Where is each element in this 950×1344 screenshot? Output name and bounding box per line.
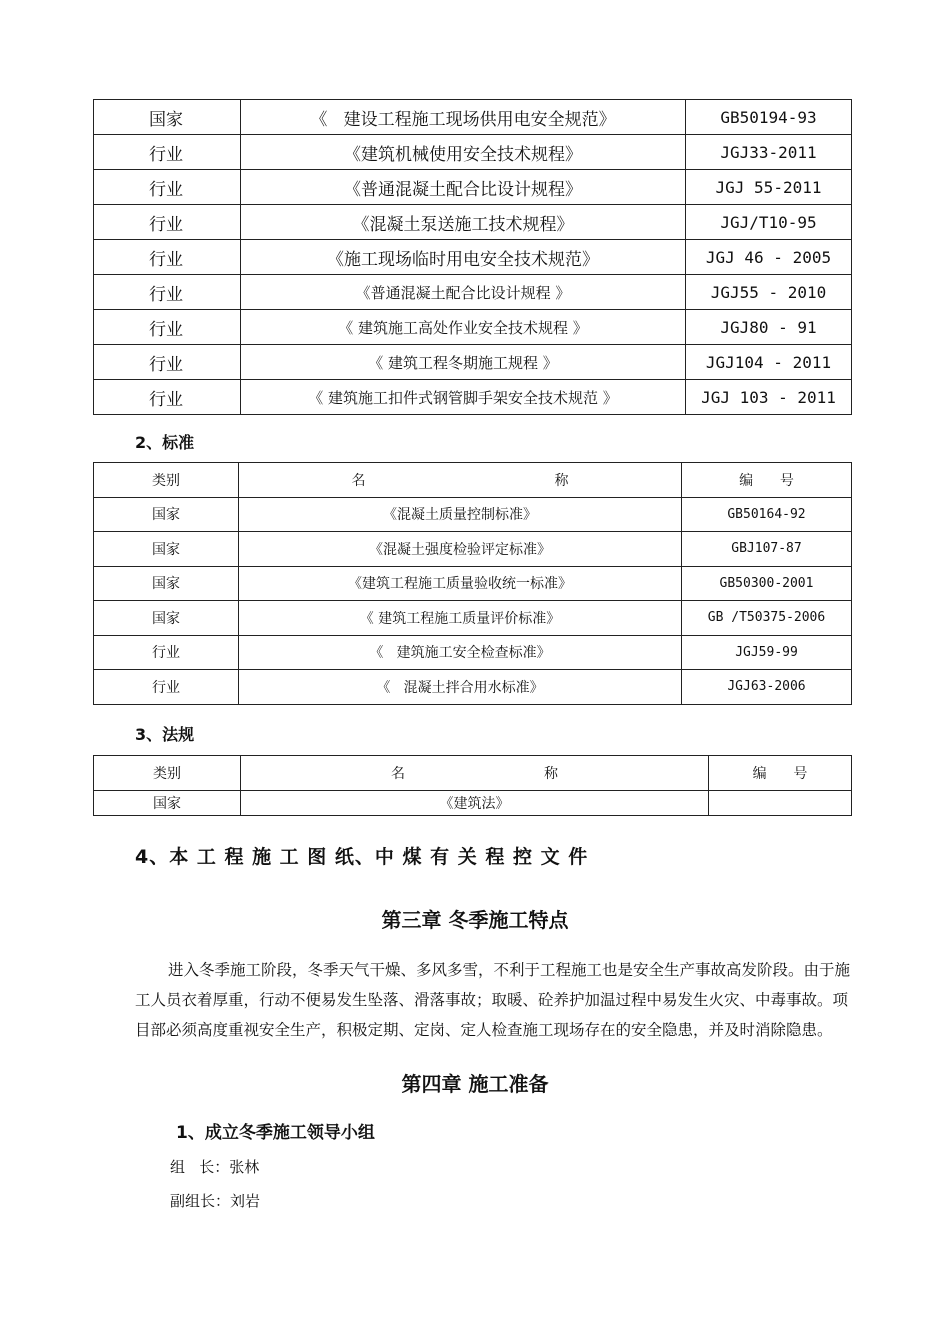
row-name: 《施工现场临时用电安全技术规范》 bbox=[241, 240, 686, 275]
row-code: JGJ80 - 91 bbox=[686, 310, 852, 345]
row-name: 《 建筑工程冬期施工规程 》 bbox=[241, 345, 686, 380]
row-code: JGJ63-2006 bbox=[682, 670, 852, 705]
row-name: 《 混凝土拌合用水标准》 bbox=[239, 670, 682, 705]
regulations-table-body bbox=[94, 100, 852, 415]
row-name: 《混凝土泵送施工技术规程》 bbox=[241, 205, 686, 240]
row-category: 国家 bbox=[94, 791, 241, 816]
row-code: JGJ 103 - 2011 bbox=[686, 380, 852, 415]
row-name: 《 建筑工程施工质量评价标准》 bbox=[239, 601, 682, 636]
row-name: 《 建筑施工扣件式钢管脚手架安全技术规范 》 bbox=[241, 380, 686, 415]
section-3-title: 3、法规 bbox=[135, 725, 195, 744]
row-code: JGJ 55-2011 bbox=[686, 170, 852, 205]
row-code: GB /T50375-2006 bbox=[682, 601, 852, 636]
row-name: 《 建筑施工高处作业安全技术规程 》 bbox=[241, 310, 686, 345]
table-row bbox=[94, 601, 852, 636]
header-category: 类别 bbox=[94, 756, 241, 791]
standards-table bbox=[93, 462, 852, 705]
table-row bbox=[94, 566, 852, 601]
header-name-right: 称 bbox=[543, 766, 558, 782]
leader-line: 组 长：张林 bbox=[170, 1158, 260, 1176]
row-name: 《混凝土质量控制标准》 bbox=[239, 497, 682, 532]
table-row bbox=[94, 497, 852, 532]
row-category: 行业 bbox=[94, 170, 241, 205]
row-code: GB50194-93 bbox=[686, 100, 852, 135]
row-name: 《建筑法》 bbox=[241, 791, 709, 816]
row-code bbox=[709, 791, 852, 816]
row-category: 行业 bbox=[94, 635, 239, 670]
table-row bbox=[94, 635, 852, 670]
row-name: 《建筑工程施工质量验收统一标准》 bbox=[239, 566, 682, 601]
table-row bbox=[94, 205, 852, 240]
header-name bbox=[239, 463, 682, 498]
table-row bbox=[94, 670, 852, 705]
row-code: GB50164-92 bbox=[682, 497, 852, 532]
regulations-table bbox=[93, 99, 852, 415]
row-code: JGJ59-99 bbox=[682, 635, 852, 670]
row-code: JGJ104 - 2011 bbox=[686, 345, 852, 380]
row-category: 国家 bbox=[94, 100, 241, 135]
row-name: 《普通混凝土配合比设计规程》 bbox=[241, 170, 686, 205]
table-row bbox=[94, 170, 852, 205]
row-code: JGJ55 - 2010 bbox=[686, 275, 852, 310]
row-code: JGJ33-2011 bbox=[686, 135, 852, 170]
row-category: 行业 bbox=[94, 670, 239, 705]
row-category: 行业 bbox=[94, 205, 241, 240]
table-row bbox=[94, 275, 852, 310]
header-name-right: 称 bbox=[554, 472, 569, 489]
table-row bbox=[94, 345, 852, 380]
row-category: 行业 bbox=[94, 275, 241, 310]
table-row bbox=[94, 240, 852, 275]
subsection-title: 1、成立冬季施工领导小组 bbox=[176, 1123, 375, 1143]
row-name: 《混凝土强度检验评定标准》 bbox=[239, 532, 682, 567]
header-category: 类别 bbox=[94, 463, 239, 498]
row-category: 国家 bbox=[94, 532, 239, 567]
row-code: JGJ 46 - 2005 bbox=[686, 240, 852, 275]
table-row bbox=[94, 100, 852, 135]
row-category: 行业 bbox=[94, 380, 241, 415]
row-category: 行业 bbox=[94, 310, 241, 345]
row-category: 国家 bbox=[94, 601, 239, 636]
header-name-left: 名 bbox=[351, 472, 366, 489]
table-row bbox=[94, 135, 852, 170]
table-header-row bbox=[94, 463, 852, 498]
table-row bbox=[94, 310, 852, 345]
table-row bbox=[94, 532, 852, 567]
header-name bbox=[241, 756, 709, 791]
row-name: 《 建设工程施工现场供用电安全规范》 bbox=[241, 100, 686, 135]
deputy-line: 副组长：刘岩 bbox=[170, 1192, 261, 1210]
table-row bbox=[94, 791, 852, 816]
chapter-3-paragraph: 进入冬季施工阶段，冬季天气干燥、多风多雪，不利于工程施工也是安全生产事故高发阶段。由于施工人员衣着厚重，行动不便易发生坠落、滑落事故；取暖、砼养护加温过程中易发生火灾、中毒事故。项目部必须高度重视安全生产，积极定期、定岗、定人检查施工现场存在的安全隐患，并及时消除隐患。 bbox=[135, 961, 851, 1039]
row-code: GBJ107-87 bbox=[682, 532, 852, 567]
row-category: 国家 bbox=[94, 566, 239, 601]
header-code: 编 号 bbox=[709, 756, 852, 791]
chapter-4-title: 第四章 施工准备 bbox=[401, 1072, 549, 1096]
chapter-3-title: 第三章 冬季施工特点 bbox=[381, 908, 569, 932]
table-header-row bbox=[94, 756, 852, 791]
section-2-title: 2、标准 bbox=[135, 433, 195, 452]
row-name: 《建筑机械使用安全技术规程》 bbox=[241, 135, 686, 170]
table-row bbox=[94, 380, 852, 415]
standards-table-body bbox=[94, 497, 852, 704]
row-name: 《 建筑施工安全检查标准》 bbox=[239, 635, 682, 670]
laws-table-body bbox=[94, 791, 852, 816]
laws-table bbox=[93, 755, 852, 816]
header-name-left: 名 bbox=[391, 766, 406, 782]
row-name: 《普通混凝土配合比设计规程 》 bbox=[241, 275, 686, 310]
row-category: 行业 bbox=[94, 135, 241, 170]
header-code: 编 号 bbox=[682, 463, 852, 498]
row-code: JGJ/T10-95 bbox=[686, 205, 852, 240]
row-category: 行业 bbox=[94, 345, 241, 380]
section-4-title: 4、本 工 程 施 工 图 纸、中 煤 有 关 程 控 文 件 bbox=[135, 846, 589, 868]
row-category: 行业 bbox=[94, 240, 241, 275]
row-code: GB50300-2001 bbox=[682, 566, 852, 601]
row-category: 国家 bbox=[94, 497, 239, 532]
